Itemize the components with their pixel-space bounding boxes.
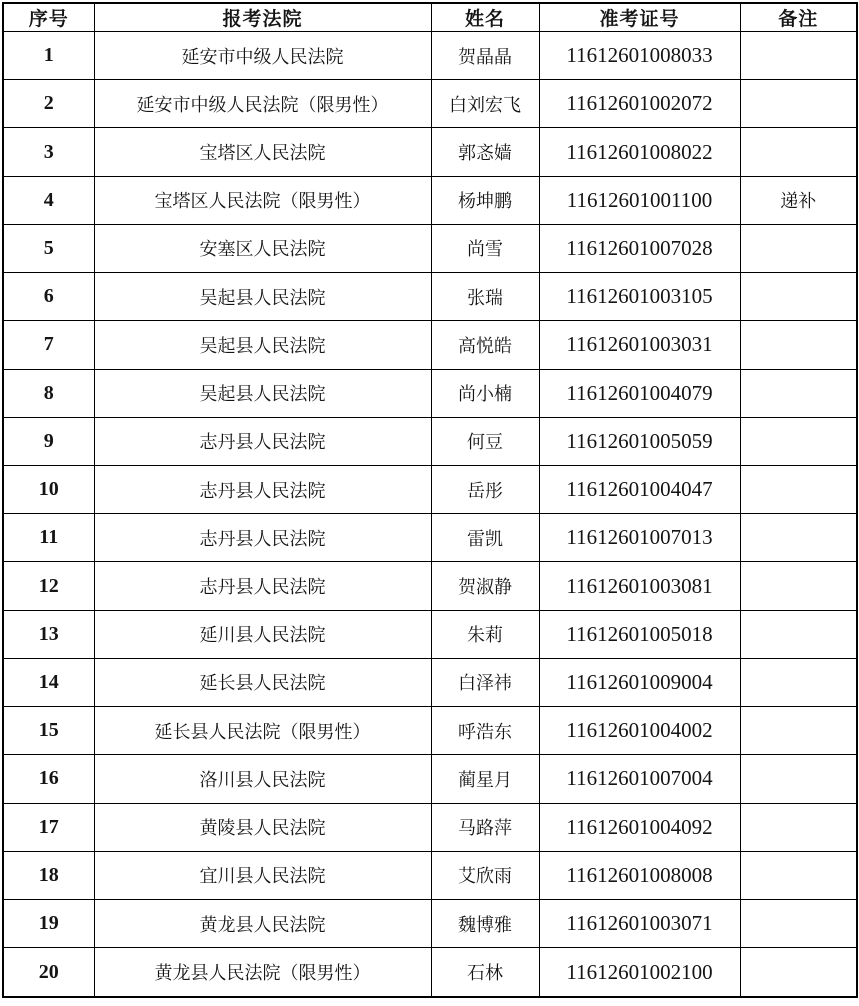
cell-name: 高悦皓 (431, 321, 539, 369)
cell-ticket: 11612601008033 (539, 32, 740, 80)
table-row (3, 707, 857, 755)
table-body (3, 32, 857, 998)
cell-name: 贺淑静 (431, 562, 539, 610)
cell-court: 吴起县人民法院 (94, 273, 431, 321)
table-row (3, 273, 857, 321)
cell-index: 1 (3, 32, 94, 80)
column-header-court: 报考法院 (94, 3, 431, 32)
cell-court: 黄龙县人民法院 (94, 899, 431, 947)
table-row (3, 851, 857, 899)
cell-remark (740, 610, 857, 658)
cell-remark (740, 32, 857, 80)
cell-court: 宝塔区人民法院 (94, 128, 431, 176)
cell-name: 白刘宏飞 (431, 80, 539, 128)
column-header-ticket: 准考证号 (539, 3, 740, 32)
cell-name: 张瑞 (431, 273, 539, 321)
table-row (3, 948, 857, 997)
cell-index: 2 (3, 80, 94, 128)
cell-remark (740, 80, 857, 128)
column-header-index: 序号 (3, 3, 94, 32)
cell-ticket: 11612601003105 (539, 273, 740, 321)
cell-remark (740, 128, 857, 176)
cell-name: 郭忞嫱 (431, 128, 539, 176)
cell-court: 洛川县人民法院 (94, 755, 431, 803)
cell-remark (740, 321, 857, 369)
cell-index: 17 (3, 803, 94, 851)
cell-index: 6 (3, 273, 94, 321)
cell-index: 16 (3, 755, 94, 803)
cell-court: 延长县人民法院（限男性） (94, 707, 431, 755)
cell-index: 19 (3, 899, 94, 947)
cell-court: 黄龙县人民法院（限男性） (94, 948, 431, 997)
cell-ticket: 11612601004002 (539, 707, 740, 755)
cell-ticket: 11612601003031 (539, 321, 740, 369)
cell-court: 吴起县人民法院 (94, 369, 431, 417)
cell-ticket: 11612601005018 (539, 610, 740, 658)
table-row (3, 899, 857, 947)
cell-ticket: 11612601003071 (539, 899, 740, 947)
cell-ticket: 11612601004079 (539, 369, 740, 417)
table-row (3, 417, 857, 465)
cell-ticket: 11612601002072 (539, 80, 740, 128)
table-row (3, 224, 857, 272)
cell-index: 12 (3, 562, 94, 610)
cell-court: 安塞区人民法院 (94, 224, 431, 272)
candidate-table (2, 2, 858, 998)
cell-index: 11 (3, 514, 94, 562)
table-row (3, 465, 857, 513)
cell-name: 雷凯 (431, 514, 539, 562)
cell-ticket: 11612601001100 (539, 176, 740, 224)
cell-name: 呼浩东 (431, 707, 539, 755)
table-row (3, 32, 857, 80)
cell-remark (740, 707, 857, 755)
cell-ticket: 11612601007028 (539, 224, 740, 272)
table-row (3, 321, 857, 369)
cell-name: 尚小楠 (431, 369, 539, 417)
cell-index: 14 (3, 658, 94, 706)
cell-court: 志丹县人民法院 (94, 417, 431, 465)
cell-remark (740, 755, 857, 803)
cell-remark (740, 899, 857, 947)
cell-ticket: 11612601008008 (539, 851, 740, 899)
cell-index: 9 (3, 417, 94, 465)
cell-ticket: 11612601007013 (539, 514, 740, 562)
cell-remark (740, 417, 857, 465)
cell-remark (740, 369, 857, 417)
cell-remark (740, 273, 857, 321)
table-row (3, 80, 857, 128)
cell-remark (740, 224, 857, 272)
cell-ticket: 11612601003081 (539, 562, 740, 610)
cell-court: 宜川县人民法院 (94, 851, 431, 899)
column-header-name: 姓名 (431, 3, 539, 32)
cell-index: 5 (3, 224, 94, 272)
table-row (3, 514, 857, 562)
cell-ticket: 11612601008022 (539, 128, 740, 176)
table-row (3, 176, 857, 224)
table-row (3, 128, 857, 176)
cell-name: 贺晶晶 (431, 32, 539, 80)
column-header-remark: 备注 (740, 3, 857, 32)
cell-name: 朱莉 (431, 610, 539, 658)
cell-index: 7 (3, 321, 94, 369)
cell-name: 尚雪 (431, 224, 539, 272)
cell-court: 延安市中级人民法院（限男性） (94, 80, 431, 128)
cell-court: 延川县人民法院 (94, 610, 431, 658)
cell-court: 志丹县人民法院 (94, 562, 431, 610)
cell-remark (740, 514, 857, 562)
table-row (3, 658, 857, 706)
cell-name: 石林 (431, 948, 539, 997)
table-row (3, 562, 857, 610)
cell-name: 何豆 (431, 417, 539, 465)
cell-court: 宝塔区人民法院（限男性） (94, 176, 431, 224)
cell-remark (740, 562, 857, 610)
cell-index: 4 (3, 176, 94, 224)
cell-court: 黄陵县人民法院 (94, 803, 431, 851)
cell-name: 马路萍 (431, 803, 539, 851)
table-row (3, 369, 857, 417)
cell-court: 延安市中级人民法院 (94, 32, 431, 80)
cell-court: 吴起县人民法院 (94, 321, 431, 369)
cell-remark (740, 658, 857, 706)
cell-name: 艾欣雨 (431, 851, 539, 899)
cell-court: 志丹县人民法院 (94, 514, 431, 562)
cell-name: 岳彤 (431, 465, 539, 513)
cell-ticket: 11612601005059 (539, 417, 740, 465)
cell-ticket: 11612601004047 (539, 465, 740, 513)
cell-name: 蔺星月 (431, 755, 539, 803)
cell-name: 魏博雅 (431, 899, 539, 947)
cell-index: 3 (3, 128, 94, 176)
cell-index: 15 (3, 707, 94, 755)
cell-name: 杨坤鹏 (431, 176, 539, 224)
cell-ticket: 11612601009004 (539, 658, 740, 706)
cell-name: 白泽祎 (431, 658, 539, 706)
cell-remark (740, 465, 857, 513)
cell-index: 18 (3, 851, 94, 899)
cell-index: 20 (3, 948, 94, 997)
table-row (3, 755, 857, 803)
cell-index: 13 (3, 610, 94, 658)
cell-index: 8 (3, 369, 94, 417)
cell-remark (740, 803, 857, 851)
header-row (3, 3, 857, 32)
cell-court: 延长县人民法院 (94, 658, 431, 706)
table-row (3, 610, 857, 658)
cell-index: 10 (3, 465, 94, 513)
cell-remark (740, 948, 857, 997)
table-row (3, 803, 857, 851)
cell-ticket: 11612601002100 (539, 948, 740, 997)
cell-court: 志丹县人民法院 (94, 465, 431, 513)
cell-ticket: 11612601007004 (539, 755, 740, 803)
cell-remark: 递补 (740, 176, 857, 224)
cell-ticket: 11612601004092 (539, 803, 740, 851)
cell-remark (740, 851, 857, 899)
